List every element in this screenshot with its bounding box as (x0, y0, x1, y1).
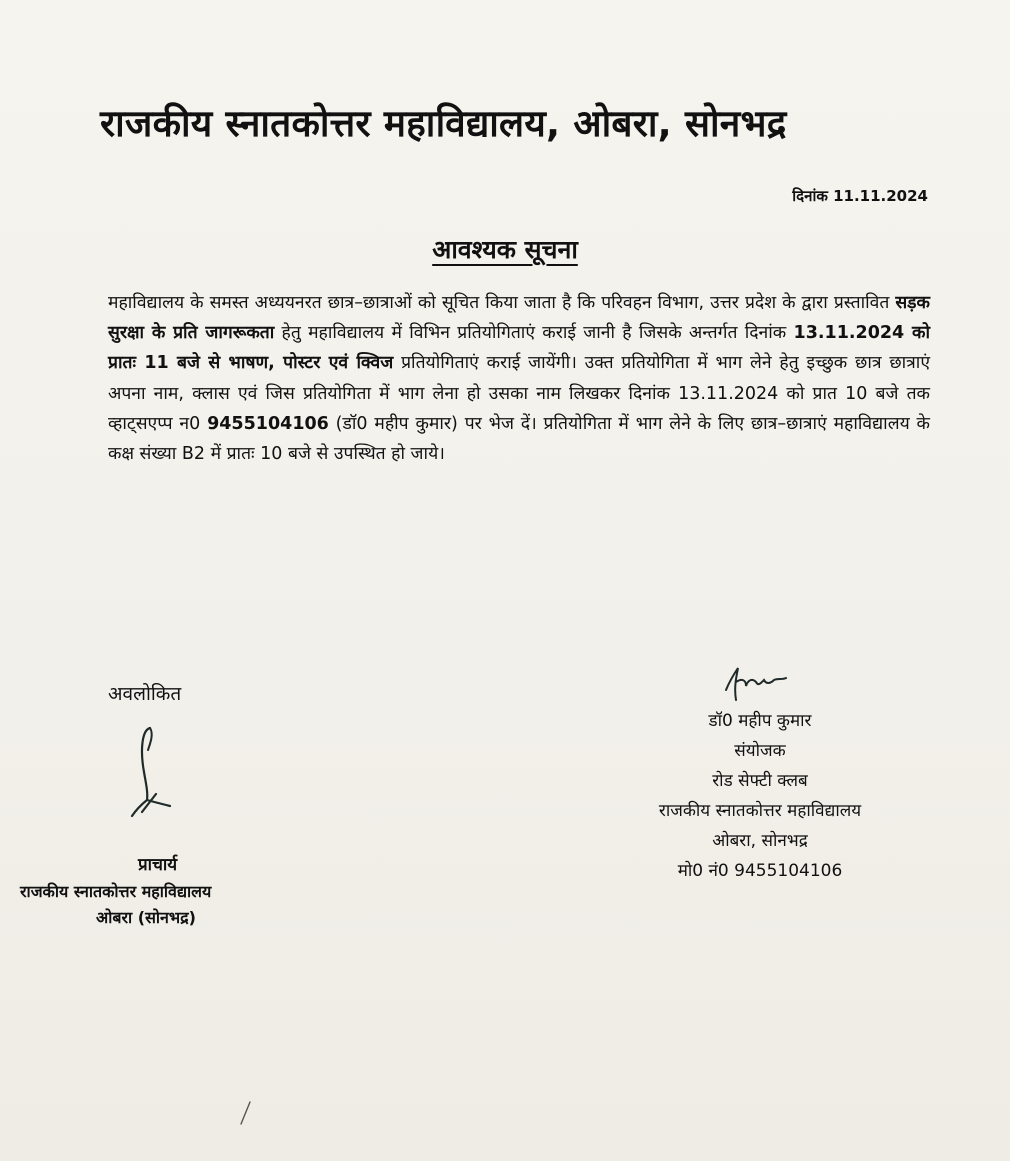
body-text-whatsapp-number: 9455104106 (207, 413, 329, 434)
body-text-part-3: हेतु महाविद्यालय में विभिन प्रतियोगिताएं कराई जानी है जिसके अन्तर्गत दिनांक (274, 323, 794, 344)
convenor-mobile: मो0 नं0 9455104106 (677, 861, 843, 881)
convenor-name: डॉ0 महीप कुमार (708, 711, 812, 731)
principal-place: ओबरा (सोनभद्र) (96, 908, 196, 927)
body-text-event-details: 13.11.2024 को प्रातः 11 बजे से भाषण, पोस्टर एवं क्विज (108, 323, 930, 374)
principal-designation: प्राचार्य (138, 855, 178, 875)
observed-label: अवलोकित (108, 683, 182, 705)
principal-college: राजकीय स्नातकोत्तर महाविद्यालय (20, 882, 212, 901)
convenor-signature-icon (720, 660, 790, 706)
convenor-role: संयोजक (734, 741, 786, 761)
body-text-road-safety: सड़क सुरक्षा के प्रति जागरूकता (108, 293, 930, 344)
notice-date: दिनांक 11.11.2024 (792, 187, 928, 205)
convenor-place: ओबरा, सोनभद्र (712, 831, 808, 851)
body-text-part-1: महाविद्यालय के समस्त अध्ययनरत छात्र–छात्राओं को सूचित किया जाता है कि परिवहन विभाग, उत्तर प्रदेश के द्वारा प्रस्तावित (108, 293, 896, 313)
college-title: राजकीय स्नातकोत्तर महाविद्यालय, ओबरा, सोनभद्र (100, 102, 787, 145)
notice-body (108, 288, 930, 469)
notice-heading-wrapper (0, 232, 1010, 266)
convenor-club: रोड सेफ्टी क्लब (712, 771, 808, 791)
notice-heading: आवश्यक सूचना (432, 235, 578, 264)
body-text-part-5: प्रतियोगिताएं कराई जायेंगी। उक्त प्रतियोगिता में भाग लेने हेतु इच्छुक छात्र छात्राएं अपना नाम, क्लास एवं जिस प्रतियोगिता में भाग लेना हो उसका नाम लिखकर दिनांक 13.11.2024 को प्रात 10 बजे तक व्हाट्सएप्प न0 (108, 353, 930, 434)
convenor-college: राजकीय स्नातकोत्तर महाविद्यालय (658, 801, 862, 821)
body-text-part-7: (डॉ0 महीप कुमार) पर भेज दें। प्रतियोगिता में भाग लेने के लिए छात्र–छात्राएं महाविद्यालय के कक्ष संख्या B2 में प्रातः 10 बजे से उपस्थित हो जाये। (108, 413, 930, 465)
pen-mark-icon (238, 1100, 252, 1126)
principal-signature-icon (120, 720, 180, 820)
